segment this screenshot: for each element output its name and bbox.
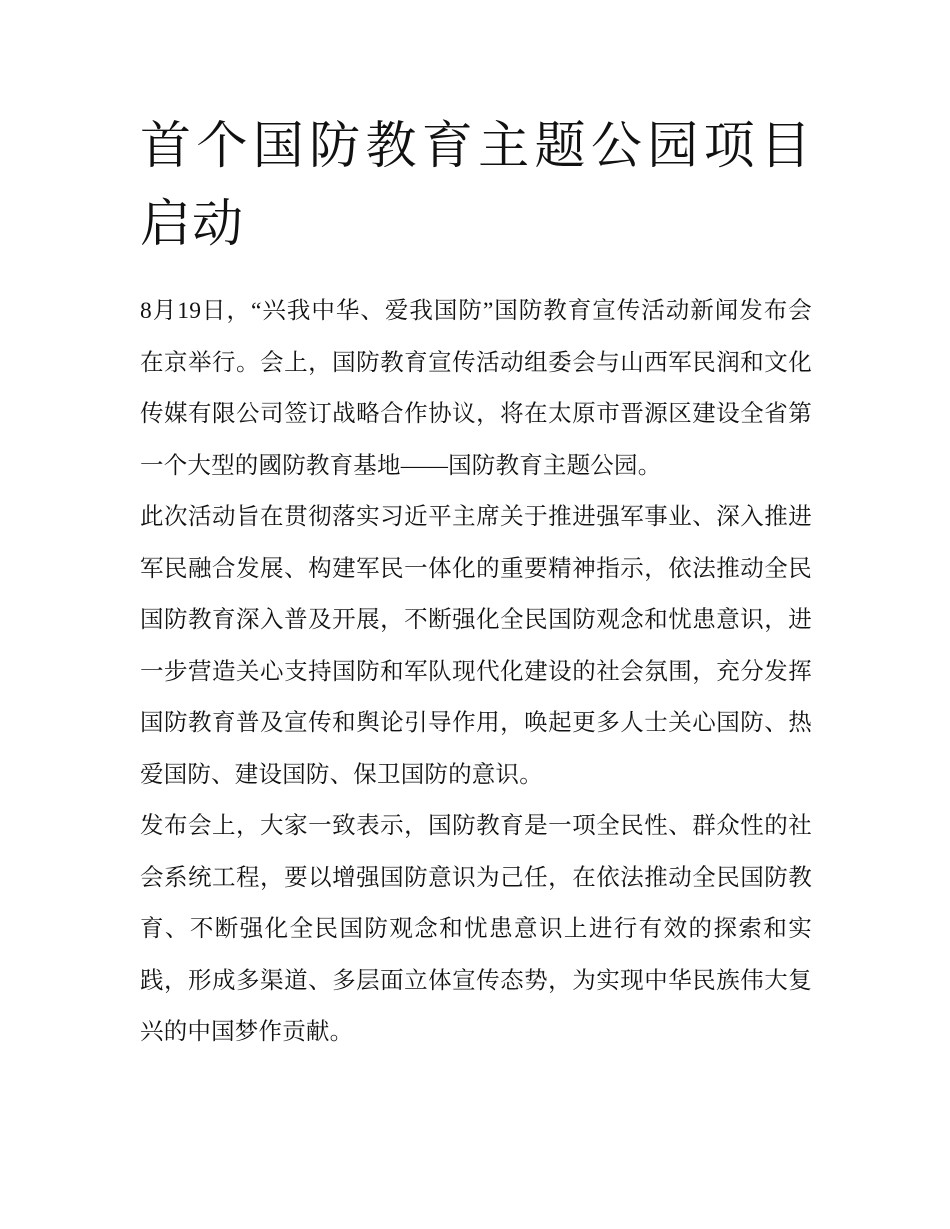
document-title: 首个国防教育主题公园项目启动 [140, 119, 812, 253]
paragraph-3: 发布会上，大家一致表示，国防教育是一项全民性、群众性的社会系统工程，要以增强国防意识为己任，在依法推动全民国防教育、不断强化全民国防观念和忧患意识上进行有效的探索和实践，形成多渠道、多层面立体宣传态势，为实现中华民族伟大复兴的中国梦作贡献。 [140, 813, 812, 1045]
paragraph-2: 此次活动旨在贯彻落实习近平主席关于推进强军事业、深入推进军民融合发展、构建军民一体化的重要精神指示，依法推动全民国防教育深入普及开展，不断强化全民国防观念和忧患意识，进一步营造关心支持国防和军队现代化建设的社会氛围，充分发挥国防教育普及宣传和舆论引导作用，唤起更多人士关心国防、热爱国防、建设国防、保卫国防的意识。 [140, 504, 812, 788]
document-body [140, 108, 812, 1059]
paragraph-1: 8月19日，“兴我中华、爱我国防”国防教育宣传活动新闻发布会在京举行。会上，国防教育宣传活动组委会与山西军民润和文化传媒有限公司签订战略合作协议，将在太原市晋源区建设全省第一个大型的國防教育基地——国防教育主题公园。 [140, 298, 812, 479]
